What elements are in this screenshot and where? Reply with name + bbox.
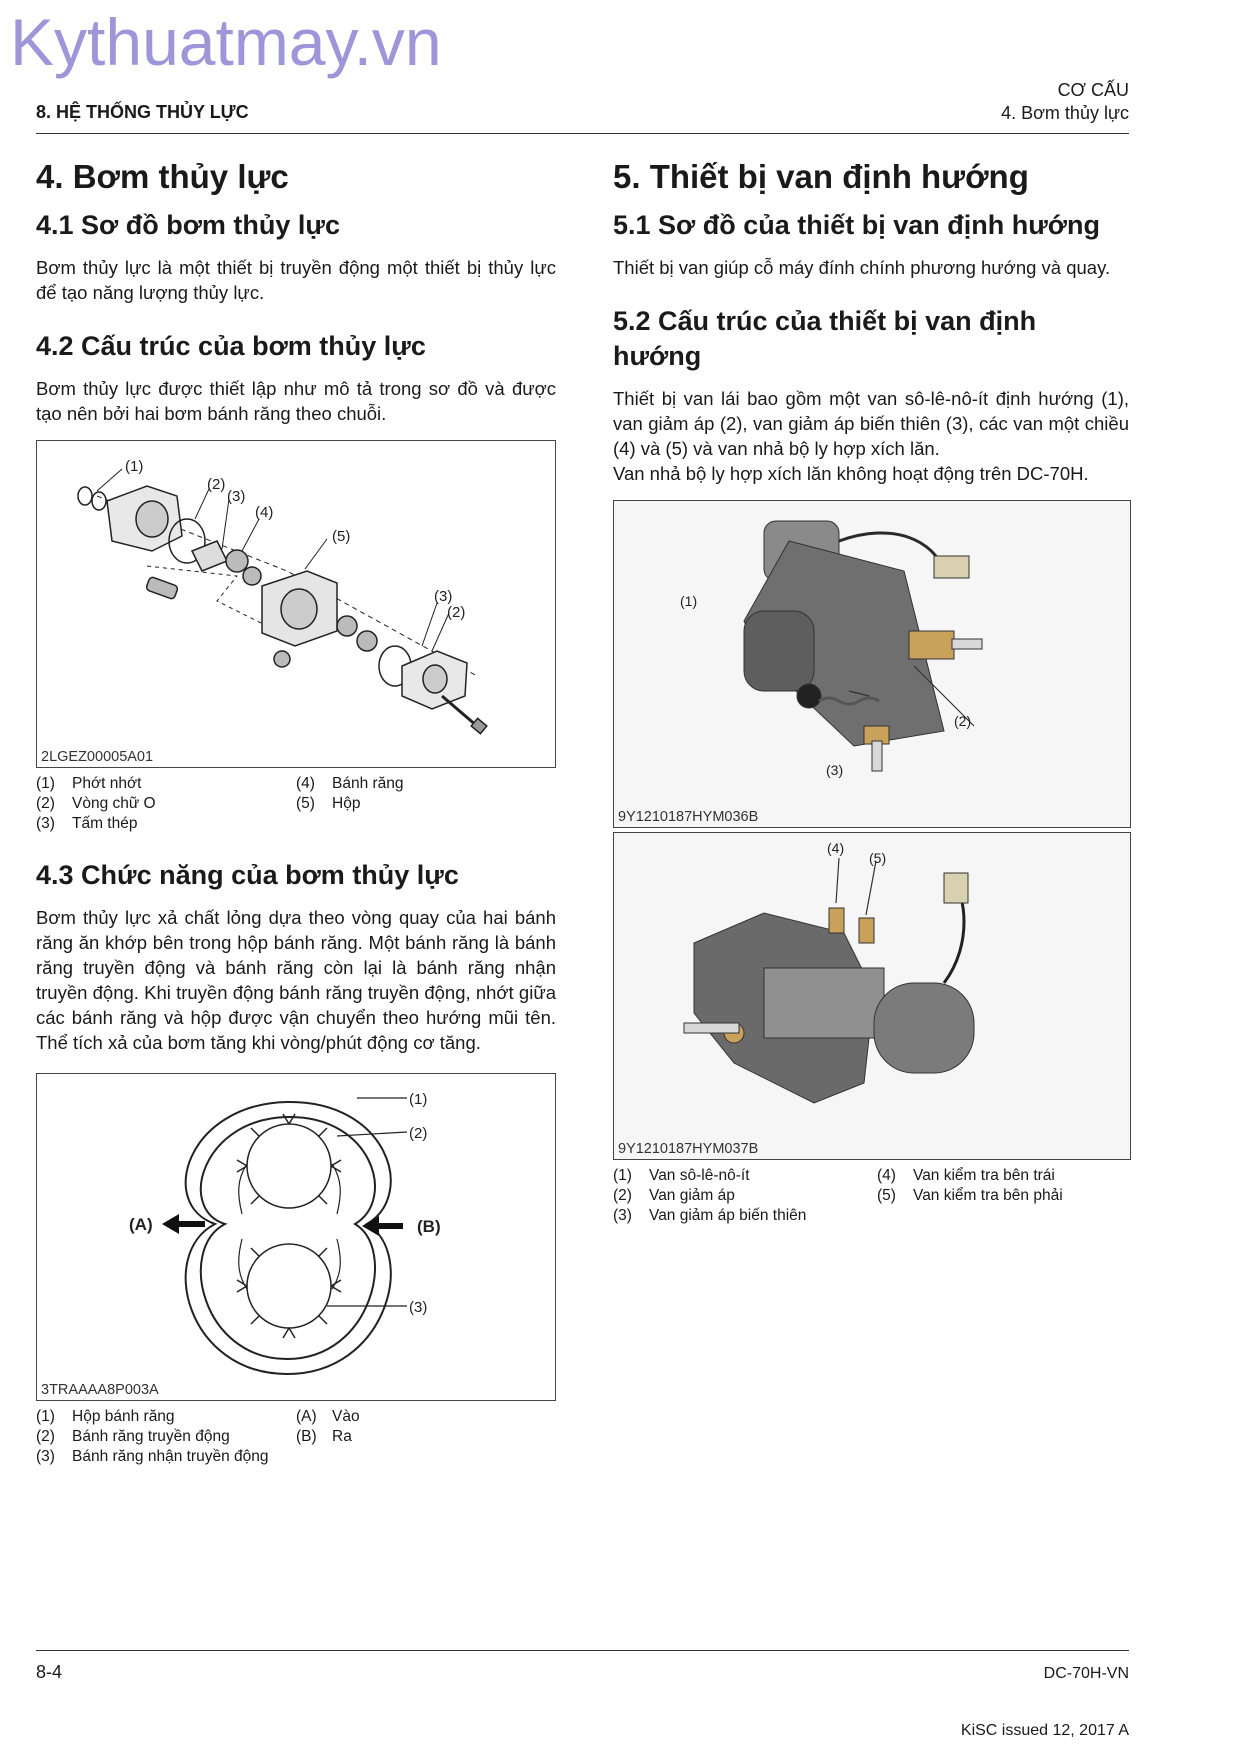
- legend-text: Phớt nhớt: [72, 775, 142, 793]
- legend-item: [36, 794, 296, 814]
- fig2-legend: [36, 1407, 556, 1467]
- photo1-callout-2: (2): [954, 713, 972, 730]
- gear-pump-drawing: [37, 1074, 555, 1400]
- legend-num: (3): [36, 815, 55, 833]
- legend-num: (2): [36, 1428, 55, 1446]
- legend-num: (4): [877, 1167, 896, 1185]
- legend-text: Hộp bánh răng: [72, 1408, 175, 1426]
- fig2-callout-a: (A): [129, 1215, 153, 1235]
- legend-num: (5): [296, 795, 315, 813]
- right-column: [613, 158, 1129, 1226]
- fig2-callout-1: (1): [409, 1091, 428, 1109]
- section-4-3-title: 4.3 Chức năng của bơm thủy lực: [36, 860, 459, 891]
- section-4-2-title: 4.2 Cấu trúc của bơm thủy lực: [36, 331, 426, 362]
- valve-legend: [613, 1166, 1129, 1226]
- header-section: CƠ CẤU: [1057, 80, 1129, 100]
- legend-text: Van giảm áp: [649, 1187, 735, 1205]
- fig1-callout-3: (3): [227, 488, 246, 506]
- document-code: DC-70H-VN: [1043, 1665, 1129, 1682]
- fig2-code: 3TRAAAA8P003A: [41, 1382, 159, 1399]
- legend-item: [877, 1166, 1129, 1186]
- legend-num: (3): [613, 1207, 632, 1225]
- legend-text: Bánh răng: [332, 775, 404, 793]
- section-5-1-title: 5.1 Sơ đồ của thiết bị van định hướng: [613, 209, 1100, 240]
- fig1-callout-5: (5): [332, 528, 351, 546]
- left-column: [36, 158, 556, 1467]
- header-rule: [36, 133, 1129, 134]
- legend-num: (2): [36, 795, 55, 813]
- legend-text: Bánh răng truyền động: [72, 1428, 230, 1446]
- footer-rule: [36, 1650, 1129, 1651]
- section-4-1-title: 4.1 Sơ đồ bơm thủy lực: [36, 209, 340, 240]
- photo2-callout-4: (4): [827, 840, 845, 857]
- legend-item: [877, 1186, 1129, 1206]
- fig1-callout-2b: (2): [447, 604, 466, 622]
- photo1-callout-3: (3): [826, 762, 844, 779]
- legend-num: (1): [36, 1408, 55, 1426]
- section-5-2-text-1: Thiết bị van lái bao gồm một van sô-lê-nô-ít định hướng (1), van giảm áp (2), van giảm áp biến thiên (3), các van một chiều (4) và (5) và van nhả bộ ly hợp xích lăn.: [613, 388, 1129, 460]
- fig1-legend: [36, 774, 556, 834]
- legend-num: (1): [36, 775, 55, 793]
- legend-text: Bánh răng nhận truyền động: [72, 1448, 269, 1466]
- section-5-title: 5. Thiết bị van định hướng: [613, 158, 1029, 195]
- section-4-title: 4. Bơm thủy lực: [36, 158, 289, 195]
- legend-text: Van kiểm tra bên phải: [913, 1187, 1063, 1205]
- legend-item: [36, 1407, 296, 1427]
- legend-item: [296, 1407, 556, 1427]
- watermark: Kythuatmay.vn: [10, 5, 442, 79]
- photo2-callout-5: (5): [869, 850, 887, 867]
- legend-text: Vòng chữ O: [72, 795, 156, 813]
- fig1-callout-1: (1): [125, 458, 144, 476]
- legend-text: Ra: [332, 1428, 352, 1446]
- fig2-callout-3: (3): [409, 1299, 428, 1317]
- fig1-callout-3b: (3): [434, 588, 453, 606]
- section-5-2-text-2: Van nhả bộ ly hợp xích lăn không hoạt động trên DC-70H.: [613, 463, 1089, 485]
- legend-num: (2): [613, 1187, 632, 1205]
- legend-text: Van kiểm tra bên trái: [913, 1167, 1055, 1185]
- valve-photo-2-drawing: [614, 833, 1130, 1159]
- legend-text: Van sô-lê-nô-ít: [649, 1167, 750, 1185]
- legend-item: [613, 1206, 877, 1226]
- gear-pump-function-figure: [36, 1073, 556, 1401]
- pump-exploded-drawing: [37, 441, 555, 767]
- pump-exploded-figure: [36, 440, 556, 768]
- legend-item: [36, 774, 296, 794]
- legend-item: [296, 794, 556, 814]
- page-number: 8-4: [36, 1662, 63, 1682]
- header-chapter: 8. HỆ THỐNG THỦY LỰC: [36, 102, 249, 122]
- photo1-callout-1: (1): [680, 593, 698, 610]
- legend-text: Hộp: [332, 795, 361, 813]
- legend-text: Tấm thép: [72, 815, 138, 833]
- section-4-3-text: Bơm thủy lực xả chất lỏng dựa theo vòng quay của hai bánh răng ăn khớp bên trong hộp bánh răng. Một bánh răng là bánh răng truyền động và bánh răng còn lại là bánh răng nhận truyền động. Khi truyền động bánh răng truyền động, nhớt giữa các bánh răng và hộp được vận chuyển theo hướng mũi tên. Thể tích xả của bơm tăng khi vòng/phút động cơ tăng.: [36, 907, 556, 1054]
- legend-text: Van giảm áp biến thiên: [649, 1207, 807, 1225]
- photo2-code: 9Y1210187HYM037B: [618, 1141, 759, 1158]
- fig1-callout-4: (4): [255, 504, 274, 522]
- legend-num: (4): [296, 775, 315, 793]
- legend-item: [296, 774, 556, 794]
- legend-num: (1): [613, 1167, 632, 1185]
- legend-item: [296, 1427, 556, 1447]
- fig2-callout-b: (B): [417, 1217, 441, 1237]
- legend-item: [36, 1427, 296, 1447]
- legend-item: [36, 814, 296, 834]
- legend-num: (5): [877, 1187, 896, 1205]
- section-5-2-title: 5.2 Cấu trúc của thiết bị van định hướng: [613, 306, 1037, 372]
- issue-note: KiSC issued 12, 2017 A: [960, 1722, 1129, 1739]
- fig2-callout-2: (2): [409, 1125, 428, 1143]
- legend-text: Vào: [332, 1408, 360, 1426]
- legend-item: [613, 1186, 877, 1206]
- fig1-code: 2LGEZ00005A01: [41, 749, 154, 766]
- valve-photo-1-drawing: [614, 501, 1130, 827]
- section-5-1-text: Thiết bị van giúp cỗ máy đính chính phương hướng và quay.: [613, 257, 1111, 279]
- legend-num: (3): [36, 1448, 55, 1466]
- section-4-2-text: Bơm thủy lực được thiết lập như mô tả trong sơ đồ và được tạo nên bởi hai bơm bánh răng theo chuỗi.: [36, 378, 556, 425]
- legend-item: [36, 1447, 296, 1467]
- legend-num: (A): [296, 1408, 317, 1426]
- legend-item: [613, 1166, 877, 1186]
- header-subsection: 4. Bơm thủy lực: [1001, 103, 1129, 123]
- legend-num: (B): [296, 1428, 317, 1446]
- valve-photo-2: [613, 832, 1131, 1160]
- fig1-callout-2: (2): [207, 476, 226, 494]
- section-4-1-text: Bơm thủy lực là một thiết bị truyền động một thiết bị thủy lực để tạo năng lượng thủy lực.: [36, 257, 556, 304]
- valve-photo-1: [613, 500, 1131, 828]
- photo1-code: 9Y1210187HYM036B: [618, 809, 759, 826]
